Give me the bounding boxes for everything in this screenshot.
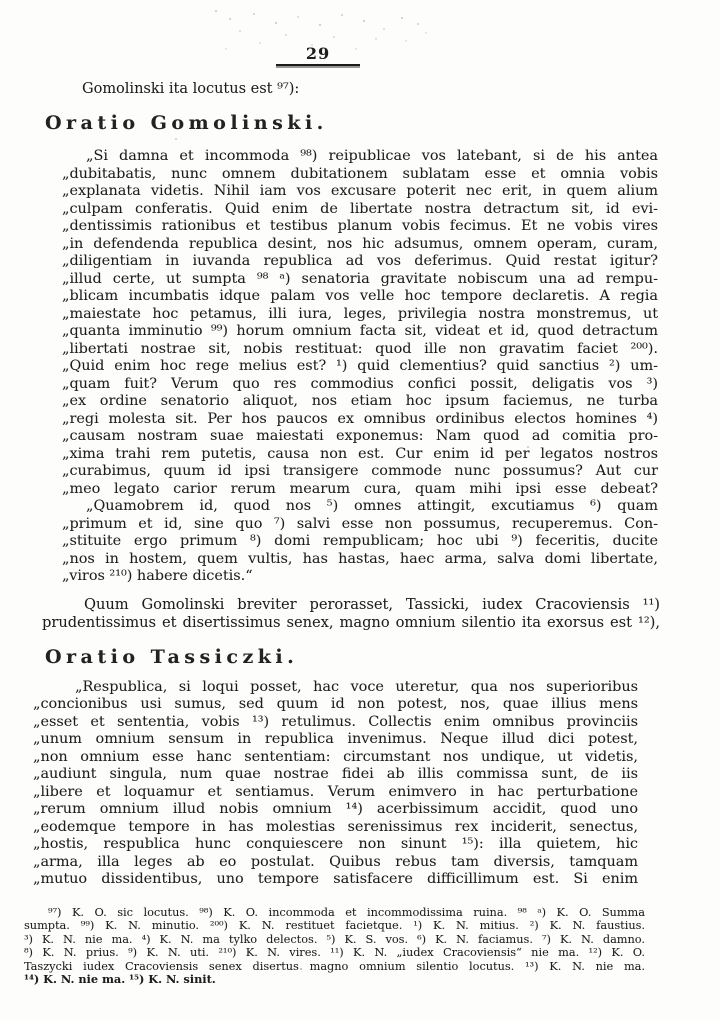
intro-line: Gomolinski ita locutus est ⁹⁷):	[82, 81, 300, 97]
text-line: „meo legato carior rerum mearum cura, quam mihi ipsi esse debeat?	[62, 480, 658, 497]
text-line: „mutuo dissidentibus, uno tempore satisfacere difficillimum est. Si enim	[33, 871, 638, 887]
text-line: „illud certe, ut sumpta ⁹⁸ ᵃ) senatoria gravitate nobiscum una ad rempu-	[62, 270, 658, 287]
text-line: „Quid enim hoc rege melius est? ¹) quid clementius? quid sanctius ²) um-	[62, 358, 658, 374]
footnote-line: ¹⁴) K. N. nie ma. ¹⁵) K. N. sinit.	[24, 972, 216, 986]
text-line: „maiestate hoc petamus, illi iura, leges, privilegia nostra monstremus, ut	[62, 305, 658, 322]
text-line: „in defendenda republica desint, nos hic adsumus, omnem operam, curam,	[62, 235, 658, 252]
text-line: „dentissimis rationibus et testibus planum vobis fecimus. Et ne vobis vires	[62, 218, 658, 234]
footnote-line: ⁹⁷) K. O. sic locutus. ⁹⁸) K. O. incommoda et incommodissima ruina. ⁹⁸ ᵃ) K. O. Summa	[48, 905, 645, 919]
text-line: „non omnium esse hanc sententiam: circumstant nos undique, ut videtis,	[33, 748, 638, 765]
text-line: „xima trahi rem putetis, causa non est. Cur enim id per legatos nostros	[62, 445, 658, 462]
narrative-paragraph	[42, 596, 660, 632]
text-line: „Si damna et incommoda ⁹⁸) reipublicae vos latebant, si de his antea	[86, 148, 658, 164]
text-line: „diligentiam in iuvanda republica ad vos deferimus. Quid restat igitur?	[62, 253, 658, 269]
page-header	[276, 0, 360, 66]
text-line: „nos in hostem, quem vultis, has hastas, haec arma, salva domi libertate,	[62, 550, 658, 567]
text-line: „libere et loquamur et sentiamus. Verum enimvero in hac perturbatione	[33, 783, 638, 800]
text-line: „causam nostram suae maiestati exponemus: Nam quod ad comitia pro-	[62, 428, 658, 444]
text-line: „eodemque tempore in has molestias serenissimus rex inciderit, senectus,	[33, 818, 638, 835]
speech1-paragraph-1	[62, 148, 658, 498]
speech1-paragraph-2	[62, 498, 658, 586]
text-line: „stituite ergo primum ⁸) domi rempublicam; hoc ubi ⁹) feceritis, ducite	[62, 533, 658, 549]
footnote-line: ³) K. N. nie ma. ⁴) K. N. ma tylko delectos. ⁵) K. S. vos. ⁶) K. N. faciamus. ⁷) K. N. damno.	[24, 932, 645, 946]
text-line: „rerum omnium illud nobis omnium ¹⁴) acerbissimum accidit, quod uno	[33, 801, 638, 817]
text-line: „culpam conferatis. Quid enim de libertate nostra detractum sit, id evi-	[62, 200, 658, 217]
text-line: „esset et sententia, vobis ¹³) retulimus. Collectis enim omnibus provinciis	[33, 713, 638, 730]
text-line: „quanta imminutio ⁹⁹) horum omnium facta sit, videat et id, quod detractum	[62, 323, 658, 339]
text-line: „arma, illa leges ab eo postulat. Quibus rebus tam diversis, tamquam	[33, 853, 638, 870]
text-line: „quam fuit? Verum quo res commodius confici possit, deligatis vos ³)	[62, 375, 658, 392]
footnote-line: Taszycki iudex Cracoviensis senex disertus magno omnium silentio locutus. ¹³) K. N. nie ma.	[24, 959, 645, 973]
speech2-paragraph-1	[33, 679, 638, 889]
text-line: „ex ordine senatorio aliquot, nos etiam hoc ipsum faciemus, ne turba	[62, 393, 658, 409]
text-line: „curabimus, quum id ipsi transigere commode nunc possumus? Aut cur	[62, 463, 658, 479]
footnote-line: ⁸) K. N. prius. ⁹) K. N. uti. ²¹⁰) K. N. vires. ¹¹) K. N. „iudex Cracoviensis“ nie ma. ¹²) K. O.	[24, 946, 645, 959]
text-line: „audiunt singula, num quae nostrae fidei ab illis commissa sunt, de iis	[33, 766, 638, 782]
text-line: „concionibus usi sumus, sed quum id non potest, nos, quae illius mens	[33, 696, 638, 712]
text-line: „blicam incumbatis idque palam vos velle hoc tempore declaretis. A regia	[62, 288, 658, 304]
text-line: „primum et id, sine quo ⁷) salvi esse non possumus, recuperemus. Con-	[62, 515, 658, 532]
text-line: „dubitabatis, nunc omnem dubitationem sublatam esse et omnia vobis	[62, 165, 658, 182]
text-line: „unum omnium sensum in republica invenimus. Neque illud dici potest,	[33, 731, 638, 747]
page-number-rule	[276, 64, 360, 66]
text-line: „Quamobrem id, quod nos ⁵) omnes attingit, excutiamus ⁶) quam	[86, 498, 658, 514]
text-line: prudentissimus et disertissimus senex, magno omnium silentio ita exorsus est ¹²),	[42, 613, 660, 631]
page-number: 29	[305, 44, 331, 63]
text-line: „regi molesta sit. Per hos paucos ex omnibus ordinibus electos homines ⁴)	[62, 410, 658, 427]
text-line: Quum Gomolinski breviter perorasset, Tassicki, iudex Cracoviensis ¹¹)	[84, 595, 660, 613]
speech2-heading: Oratio Tassiczki.	[45, 645, 299, 668]
text-line: „hostis, respublica hunc conquiescere non sinunt ¹⁵): illa quietem, hic	[33, 836, 638, 852]
speech1-heading: Oratio Gomolinski.	[45, 112, 328, 134]
text-line: „Respublica, si loqui posset, hac voce uteretur, qua nos superioribus	[75, 678, 638, 695]
text-line: „viros ²¹⁰) habere dicetis.“	[62, 568, 253, 584]
text-line: „explanata videtis. Nihil iam vos excusare poterit nec erit, in quem alium	[62, 183, 658, 199]
footnotes-block	[24, 906, 645, 987]
footnote-line: sumpta. ⁹⁹) K. N. minutio. ²⁰⁰) K. N. restituet facietque. ¹) K. N. mitius. ²) K. N. faustius.	[24, 919, 645, 932]
scan-noise-artifact	[215, 10, 217, 12]
text-line: „libertati nostrae sit, nobis restituat: quod ille non gravatim faciet ²⁰⁰).	[62, 340, 658, 357]
